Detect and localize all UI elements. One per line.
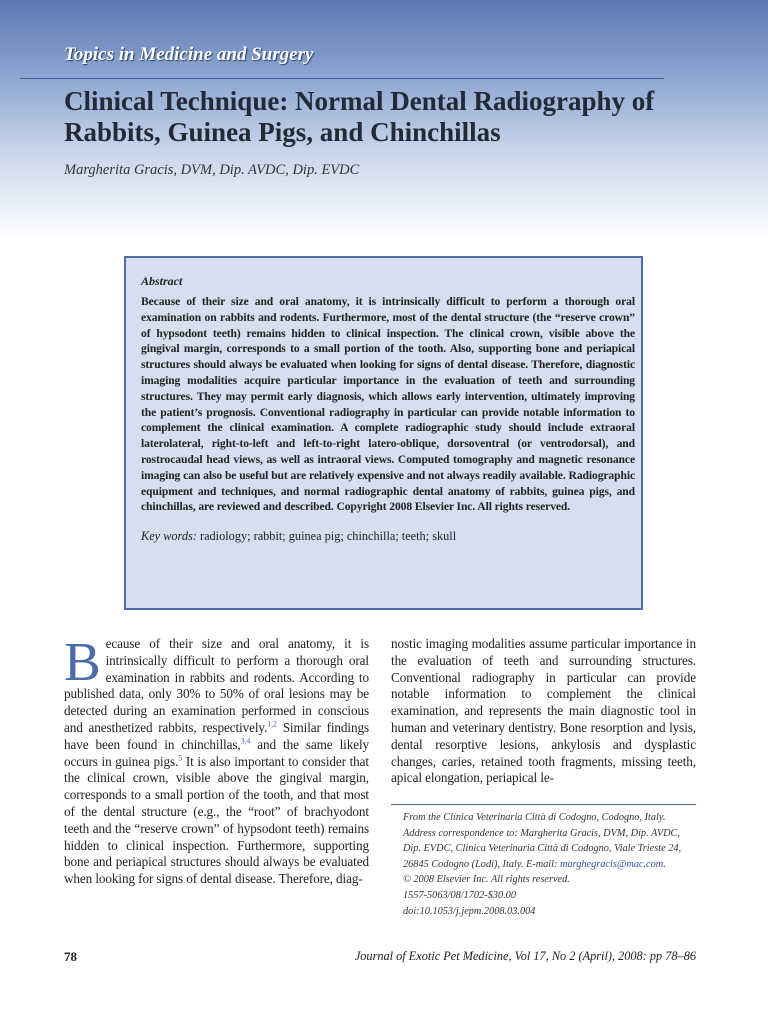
citation-link[interactable]: 3,4	[240, 736, 251, 746]
drop-cap: B	[64, 631, 101, 692]
abstract-heading: Abstract	[141, 274, 183, 288]
body-column-right	[391, 636, 696, 787]
citation-link[interactable]: 5	[178, 753, 183, 763]
correspondence-text: Address correspondence to: Margherita Gracis, DVM, Dip. AVDC, Dip. EVDC, Clinica Veterinaria Città di Codogno, Viale Trieste 24, 26845 Codogno (Lodi), Italy. E-mail:	[403, 827, 682, 870]
footnote-rule	[391, 804, 696, 805]
article-title: Clinical Technique: Normal Dental Radiography of Rabbits, Guinea Pigs, and Chinchillas	[64, 86, 655, 147]
page-number: 78	[64, 949, 77, 964]
abstract-box	[124, 256, 643, 610]
correspondence-note	[391, 826, 696, 873]
affiliation-note: From the Clinica Veterinaria Città di Codogno, Codogno, Italy.	[403, 812, 666, 823]
journal-section-title: Topics in Medicine and Surgery	[64, 44, 314, 65]
issn-note: 1557-5063/08/1702-$30.00	[403, 889, 516, 901]
body-text: Similar findings have been found in chinchillas,	[64, 719, 370, 752]
header-rule	[20, 78, 664, 79]
body-text: and the same likely occurs in guinea pigs.	[64, 736, 369, 769]
copyright-note: © 2008 Elsevier Inc. All rights reserved.	[403, 874, 570, 886]
journal-citation-footer: Journal of Exotic Pet Medicine, Vol 17, No 2 (April), 2008: pp 78–86	[354, 949, 696, 963]
doi-link[interactable]: doi:10.1053/j.jepm.2008.03.004	[403, 905, 536, 917]
body-text: nostic imaging modalities assume particular importance in the evaluation of teeth and surrounding structures. Conventional radiography in particular can provide notable information to complement the clinical examination, and represents the main diagnostic tool in human and veterinary dentistry. Bone resorption and lysis, dental resorptive lesions, ankylosis and dysplastic changes, caries, retained tooth fragments, missing teeth, apical elongation, periapical le-	[391, 636, 696, 786]
body-text: ecause of their size and oral anatomy, it is intrinsically difficult to perform a thorough oral examination in rabbits and rodents. According to published data, only 30% to 50% of oral lesions may be detected during an examination performed in conscious and anesthetized rabbits, respectively.	[64, 636, 369, 735]
correspondence-end: .	[663, 858, 666, 870]
keywords-label: Key words:	[141, 529, 197, 544]
abstract-text: Because of their size and oral anatomy, it is intrinsically difficult to perform a thorough oral examination on rabbits and rodents. Furthermore, most of the dental structure (the “reserve crown” of hypsodont teeth) remains hidden to clinical inspection. The clinical crown, visible above the gingival margin, corresponds to a small portion of the tooth. Also, supporting bone and periapical structures should always be evaluated when looking for signs of dental disease. Therefore, diagnostic imaging modalities acquire particular importance in the evaluation of teeth and surrounding structures. They may permit early diagnosis, which allows early intervention, ultimately improving the patient’s prognosis. Conventional radiography in particular can provide notable information to complement the clinical examination. A complete radiographic study should include extraoral laterolateral, right-to-left and left-to-right latero-oblique, dorsoventral (or ventrodorsal), and rostrocaudal head views, as well as intraoral views. Computed tomography and magnetic resonance imaging can also be useful but are relatively expensive and not always readily available. Radiographic equipment and techniques, and normal radiographic dental anatomy of rabbits, guinea pigs, and chinchillas, are reviewed and described. Copyright 2008 Elsevier Inc. All rights reserved.	[141, 295, 635, 514]
keywords	[141, 529, 635, 544]
footnotes	[391, 810, 696, 919]
body-column-left	[64, 631, 370, 888]
citation-link[interactable]: 1,2	[267, 719, 277, 729]
body-text: It is also important to consider that the clinical crown, visible above the gingival margin, corresponds to a small portion of the tooth, and that most of the dental structure (e.g., the “root” of brachyodont teeth and the “reserve crown” of hypsodont teeth) remains hidden to clinical inspection. Furthermore, supporting bone and periapical structures should always be evaluated when looking for signs of dental disease. Therefore, diag-	[64, 753, 369, 887]
email-link[interactable]: marghegracis@mac.com	[560, 858, 664, 870]
author-line: Margherita Gracis, DVM, Dip. AVDC, Dip. EVDC	[64, 162, 360, 178]
keywords-list: radiology; rabbit; guinea pig; chinchilla; teeth; skull	[199, 529, 457, 544]
